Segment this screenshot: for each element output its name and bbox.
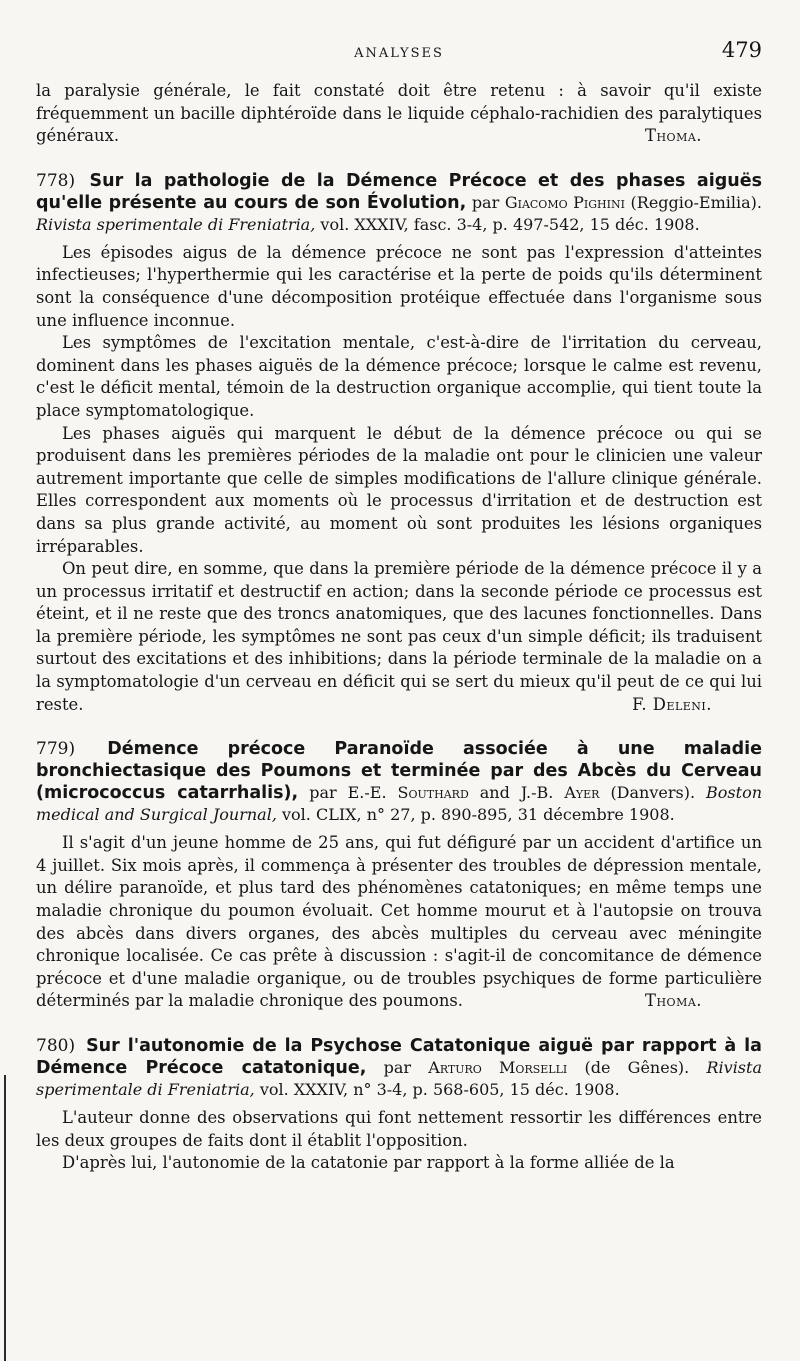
article-778-signature: F. Deleni.	[632, 694, 712, 714]
article-780-number: 780)	[36, 1036, 76, 1056]
article-778-heading	[36, 170, 762, 236]
article-779	[36, 738, 762, 1013]
article-778-journal: Rivista sperimentale di Freniatria,	[36, 214, 316, 234]
article-780-paragraph: D'après lui, l'autonomie de la catatonie par rapport à la forme alliée de la	[62, 1153, 675, 1173]
page-number: 479	[721, 38, 762, 62]
article-779-origin: (Danvers).	[610, 783, 696, 803]
intro-text: la paralysie générale, le fait constaté doit être retenu : à savoir qu'il existe fréquemment un bacille diphtéroïde dans le liquide céphalo-rachidien des paralytiques généraux.	[36, 81, 762, 146]
article-779-paragraph	[36, 832, 762, 1013]
article-779-paragraph-text: Il s'agit d'un jeune homme de 25 ans, qui fut défiguré par un accident d'artifice un 4 juillet. Six mois après, il commença à présenter des troubles de dépression mentale, un délire paranoïde, et plus tard des phénomènes catatoniques; en même temps une maladie chronique du poumon évoluait. Cet homme mourut et à l'autopsie on trouva des abcès dans divers organes, des abcès multiples du cerveau avec méningite chronique localisée. Ce cas prête à discussion : s'agit-il de concomitance de démence précoce et d'une maladie organique, ou de troubles psychiques de forme particulière déterminés par la maladie chronique des poumons.	[36, 833, 762, 1011]
article-778-paragraph: Les phases aiguës qui marquent le début de la démence précoce ou qui se produisent dans les premières périodes de la maladie ont pour le clinicien une valeur autrement importante que celle de simples modifications de l'allure clinique générale. Elles correspondent aux moments où le processus d'irritation et de destruction est dans sa plus grande activité, au moment où sont produites les lésions organiques irréparables.	[36, 423, 762, 556]
article-779-author-2: J.-B. Ayer	[520, 783, 600, 803]
article-780-journal: Rivista sperimentale di Freniatria,	[36, 1058, 762, 1099]
article-778-origin: (Reggio-Emilia).	[630, 192, 762, 212]
article-780-heading	[36, 1035, 762, 1101]
article-778-paragraph: Les épisodes aigus de la démence précoce ne sont pas l'expression d'atteintes infectieuses; l'hyperthermie qui les caractérise et la perte de poids qu'ils déterminent sont la conséquence d'une décomposition protéique effectuée dans l'organisme sous une influence inconnue.	[36, 242, 762, 330]
article-778-paragraph: Les symptômes de l'excitation mentale, c'est-à-dire de l'irritation du cerveau, dominent dans les phases aiguës de la démence précoce; lorsque le calme est revenu, c'est le déficit mental, témoin de la destruction organique accomplie, qui tient toute la place symptomatologique.	[36, 333, 762, 420]
article-778-paragraph-last	[36, 558, 762, 716]
article-780-title: Sur l'autonomie de la Psychose Catatonique aiguë par rapport à la Démence Précoce catatonique,	[36, 1036, 762, 1078]
running-head	[36, 38, 762, 68]
running-title: ANALYSES	[354, 46, 444, 61]
article-778-number: 778)	[36, 170, 76, 191]
article-778-ref: vol. XXXIV, fasc. 3-4, p. 497-542, 15 déc. 1908.	[320, 214, 700, 234]
article-780-paragraph: L'auteur donne des observations qui font nettement ressortir les différences entre les deux groupes de faits dont il établit l'opposition.	[36, 1108, 762, 1150]
intro-paragraph	[36, 80, 762, 148]
article-780-ref: vol. XXXIV, n° 3-4, p. 568-605, 15 déc. 1908.	[259, 1080, 620, 1099]
article-778-paragraph-text: On peut dire, en somme, que dans la première période de la démence précoce il y a un processus irritatif et destructif en action; dans la seconde période ce processus est éteint, et il ne reste que des troncs anatomiques, que des lacunes fonctionnelles. Dans la première période, les symptômes ne sont pas ceux d'un simple déficit; ils traduisent surtout des excitations et des inhibitions; dans la période terminale de la maladie on a la symptomatologie d'un cerveau en déficit qui se sert du mieux qu'il peut de ce qui lui reste.	[36, 559, 762, 714]
article-779-title: Démence précoce Paranoïde associée à une maladie bronchiectasique des Poumons et terminée par des Abcès du Cerveau (micrococcus catarrhalis),	[36, 739, 763, 804]
page	[36, 38, 762, 1175]
article-779-and: and	[479, 783, 510, 803]
article-779-author-1: E.-E. Southard	[347, 783, 469, 803]
article-779-heading	[36, 738, 762, 826]
article-780-author: Arturo Morselli	[428, 1058, 568, 1077]
article-780-origin: (de Gênes).	[584, 1058, 690, 1077]
article-778-title: Sur la pathologie de la Démence Précoce et des phases aiguës qu'elle présente au cours de son Évolution,	[36, 170, 762, 213]
intro-block	[36, 80, 762, 148]
article-779-number: 779)	[36, 739, 76, 760]
article-779-signature: Thoma.	[645, 991, 702, 1011]
article-779-by: par	[309, 783, 337, 803]
article-778-author: Giacomo Pighini	[504, 192, 625, 212]
intro-signature: Thoma.	[645, 126, 702, 146]
article-780-by: par	[383, 1058, 412, 1077]
article-779-journal: Boston medical and Surgical Journal,	[36, 783, 762, 825]
article-779-ref: vol. CLIX, n° 27, p. 890-895, 31 décembre 1908.	[282, 805, 675, 825]
page-edge-rule	[4, 1075, 6, 1361]
article-778	[36, 170, 762, 716]
article-778-by: par	[471, 192, 500, 212]
article-780	[36, 1035, 762, 1175]
